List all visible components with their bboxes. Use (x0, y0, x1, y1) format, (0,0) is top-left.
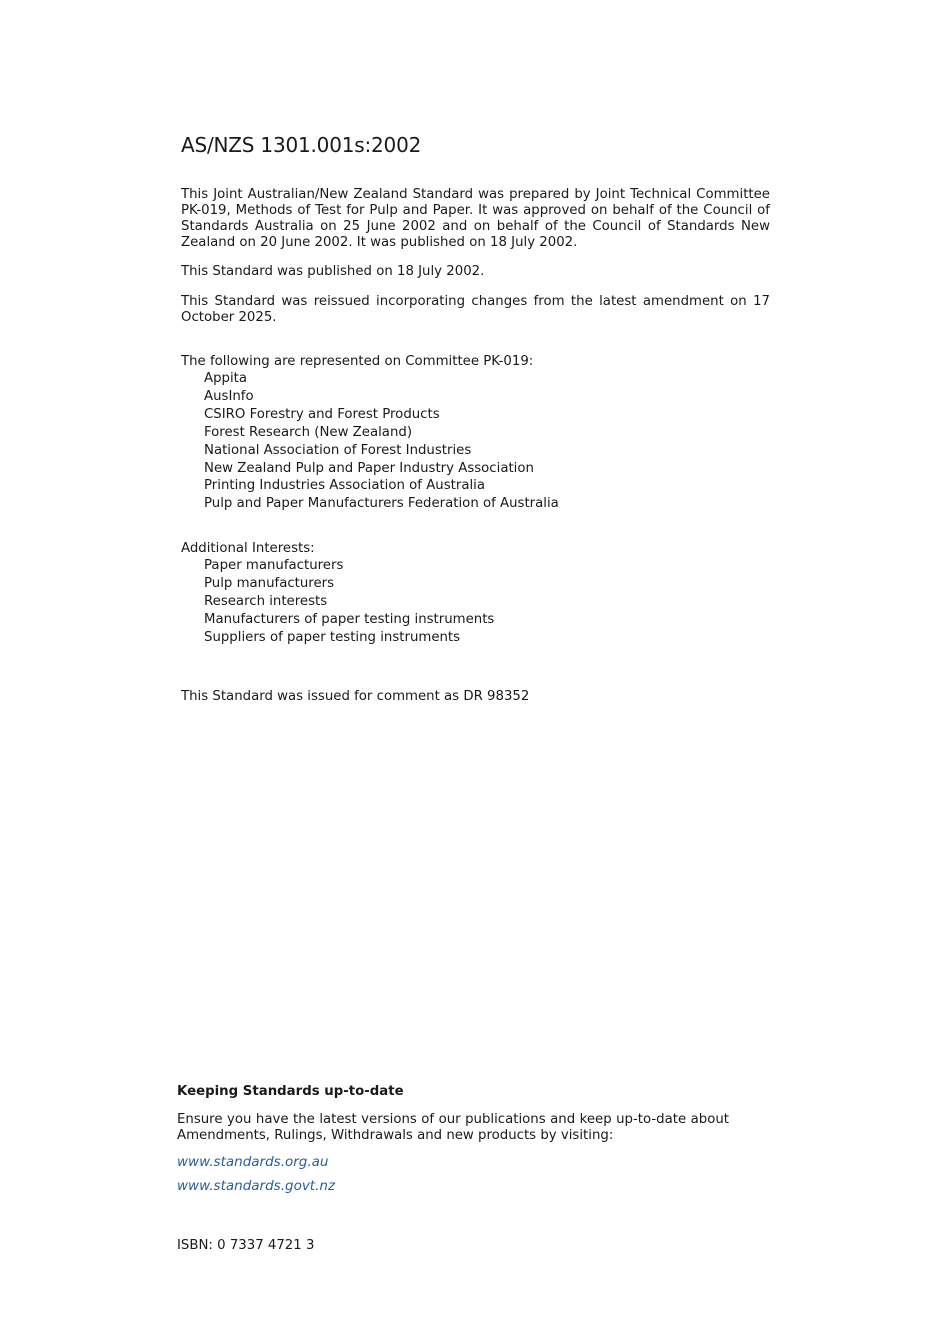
comment-note: This Standard was issued for comment as DR 98352 (181, 689, 530, 704)
standards-au-link[interactable]: www.standards.org.au (177, 1154, 329, 1170)
list-item: Appita (204, 371, 248, 386)
list-item: Suppliers of paper testing instruments (204, 629, 461, 645)
list-item: CSIRO Forestry and Forest Products (204, 406, 440, 422)
committee-heading: The following are represented on Committee PK-019: (181, 354, 534, 369)
list-item: Paper manufacturers (204, 558, 344, 573)
list-item: Forest Research (New Zealand) (204, 424, 413, 440)
list-item: Pulp and Paper Manufacturers Federation of Australia (204, 496, 559, 512)
list-item: Pulp manufacturers (204, 575, 335, 591)
isbn: ISBN: 0 7337 4721 3 (177, 1238, 315, 1253)
published-statement: This Standard was published on 18 July 2002. (181, 264, 485, 279)
list-item: New Zealand Pulp and Paper Industry Association (204, 460, 534, 476)
reissued-statement: This Standard was reissued incorporating changes from the latest amendment on 17 October 2025. (181, 294, 770, 325)
footer-heading: Keeping Standards up-to-date (177, 1084, 404, 1099)
standards-nz-link[interactable]: www.standards.govt.nz (177, 1178, 336, 1194)
additional-interests-list (181, 557, 770, 647)
document-title: AS/NZS 1301.001s:2002 (181, 133, 422, 157)
additional-interests-heading: Additional Interests: (181, 541, 315, 556)
intro-paragraph: This Joint Australian/New Zealand Standard was prepared by Joint Technical Committee PK-019, Methods of Test for Pulp and Paper. It was approved on behalf of the Council of Standards Australia on 25 June 2002 and on behalf of the Council of Standards New Zealand on 20 June 2002. It was published on 18 July 2002. (181, 187, 770, 250)
list-item: Research interests (204, 593, 328, 609)
list-item: AusInfo (204, 388, 254, 404)
list-item: National Association of Forest Industries (204, 442, 472, 458)
committee-members-list (181, 370, 770, 513)
footer-text: Ensure you have the latest versions of our publications and keep up-to-date about Amendments, Rulings, Withdrawals and new products by visiting: (177, 1112, 729, 1143)
list-item: Printing Industries Association of Australia (204, 478, 486, 494)
list-item: Manufacturers of paper testing instruments (204, 611, 495, 627)
